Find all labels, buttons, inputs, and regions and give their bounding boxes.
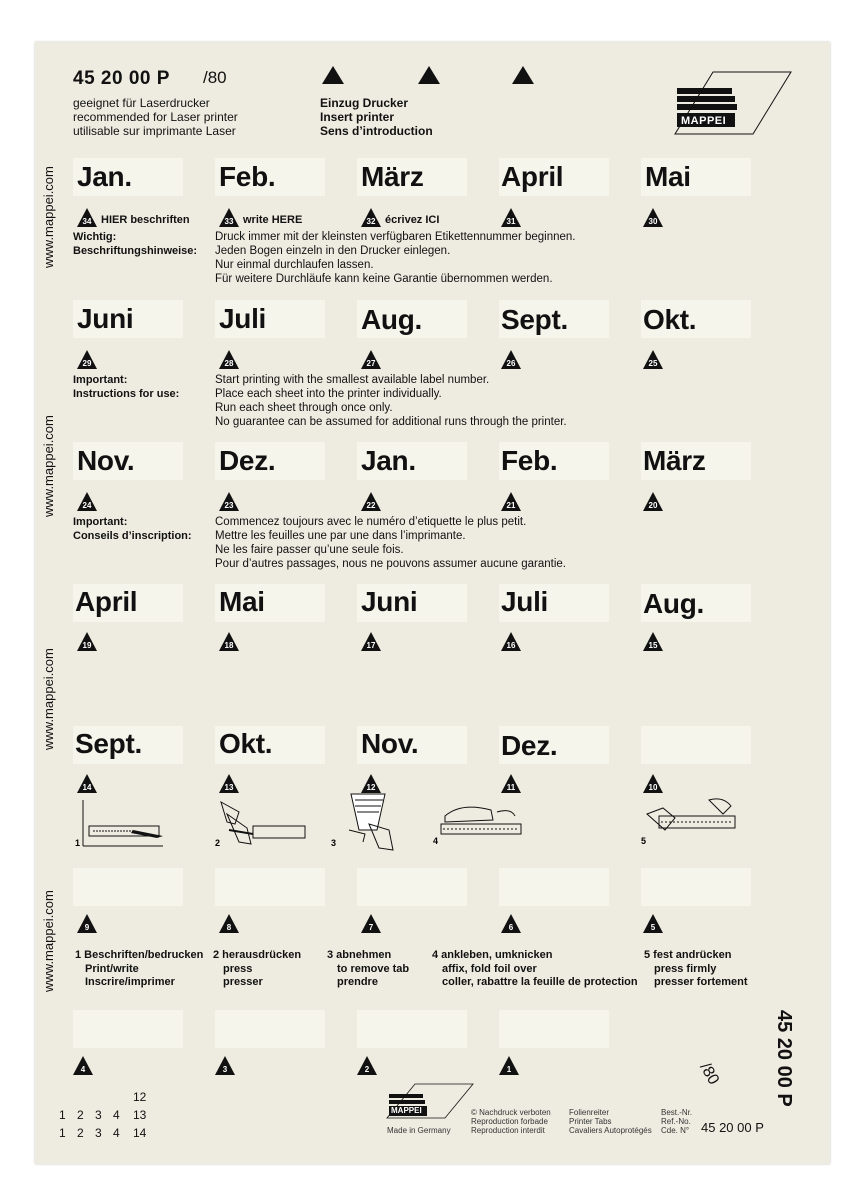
label-number-icon [361, 492, 381, 511]
svg-text:14: 14 [82, 783, 92, 792]
month-label: Nov. [77, 445, 135, 476]
notes-fr-labels: Important: Conseils d’inscription: [73, 516, 192, 542]
month-label: Dez. [501, 730, 558, 761]
month-label: Nov. [361, 728, 419, 759]
side-url-3: www.mappei.com [41, 648, 56, 750]
svg-text:30: 30 [648, 217, 658, 226]
svg-text:17: 17 [366, 641, 376, 650]
month-label: Aug. [361, 304, 423, 335]
rotated-product-code: 45 20 00 P [773, 1010, 795, 1107]
month-label: Jan. [77, 161, 132, 192]
svg-text:23: 23 [224, 501, 234, 510]
svg-text:26: 26 [506, 359, 516, 368]
label-number-icon [643, 208, 663, 227]
label-sheet: 45 20 00 P /80 geeignet für Laserdrucker recommended for Laser printer utilisable sur imprimante Laser Einzug Drucker Insert printer Sens d’introduction MAPPEI www.mappei.com www.mappei.com www.mappei.com www.mappei.com Jan. Feb. März April Mai 34 HIER beschriften 33 write HERE 32 écrivez ICI 31 30 Wichtig: Beschriftungshinweise: Druck immer mit der kleinsten verfügbaren Etikettennummer beginnen. Jeden Bogen einzeln in den Drucker einlegen. Nur einmal durchlaufen lassen. Für weitere Durchläufe kann keine Garantie übernommen werden. Juni Juli Aug. Sept. Okt. 29 28 27 26 25 Important: Instructions for use: Start printing with the smallest available label number. Place each sheet into the printer individually. Run each sheet through once only. No guarantee can be assumed for additional runs through the printer. Nov. Dez. Jan. Feb. März 24 23 22 21 20 Important: Conseils d’inscription: Commencez toujours avec le numéro d’etiquette le plus petit. Mettre les feuilles une par une dans l’imprimante. Ne les faire passer qu’une seule fois. Pour d’autres passages, nous ne pouvons assumer aucune garantie. April Mai Juni Juli Aug. 19 18 17 16 15 Sept. Okt. Nov. Dez. 14 13 12 11 10 1 2 3 4 5 9 8 7 6 5 1 Beschriften/bedrucken Print/write Inscrire/imprimer 2 herausdrücken press presser 3 abnehmen to remove tab prendre 4 ankleben, umknicken affix, fold foil over coller, rabattre la feuille de protection 5 fest andrücken press firmly presser fortement 4 3 2 1 45 20 00 P /80 12 1 2 3 4 13 1 2 3 4 14 MAPPEI Made in Germany © Nachdruck verboten Reproduction forbade Reproduction interdit Folienreiter Printer Tabs Cavaliers Autoprotégés Best.-Nr. Ref.-No. Cde. N° 45 20 00 P [35, 42, 830, 1164]
notes-en-labels: Important: Instructions for use: [73, 374, 180, 400]
month-label: Juli [501, 586, 549, 617]
label-number-icon [643, 492, 663, 511]
label-number-icon [219, 350, 239, 369]
side-url-4: www.mappei.com [41, 890, 56, 992]
step-5-illustration [639, 794, 739, 850]
svg-text:31: 31 [506, 217, 516, 226]
mappei-logo: MAPPEI [673, 68, 793, 143]
svg-text:7: 7 [368, 923, 374, 932]
rotated-sheet-count: /80 [696, 1060, 723, 1088]
step-1-text: 1 Beschriften/bedrucken Print/write Inscrire/imprimer [75, 949, 204, 988]
svg-text:20: 20 [648, 501, 658, 510]
step-3-text: 3 abnehmen to remove tab prendre [327, 949, 410, 988]
svg-text:34: 34 [82, 217, 92, 226]
month-label: Sept. [501, 304, 568, 335]
notes-fr-text: Commencez toujours avec le numéro d’etiquette le plus petit. Mettre les feuilles une par une dans l’imprimante. Ne les faire passer qu’une seule fois. Pour d’autres passages, nous ne pouvons assumer aucune garantie. [215, 516, 566, 570]
month-label: Juli [219, 303, 267, 334]
month-label: Juni [77, 303, 134, 334]
label-number-icon [219, 914, 239, 933]
step-2-text: 2 herausdrücken press presser [213, 949, 302, 988]
product-type-text: Folienreiter Printer Tabs Cavaliers Autoprotégés [569, 1108, 652, 1135]
svg-text:21: 21 [506, 501, 516, 510]
insert-arrow-icons [322, 66, 542, 86]
side-url-2: www.mappei.com [41, 415, 56, 517]
svg-text:22: 22 [366, 501, 376, 510]
label-number-icon [643, 632, 663, 651]
label-number-icon [501, 208, 521, 227]
svg-text:3: 3 [331, 838, 337, 848]
month-label: Mai [645, 161, 691, 192]
svg-text:2: 2 [215, 838, 221, 848]
label-number-icon [361, 208, 381, 227]
svg-text:5: 5 [641, 836, 647, 846]
step-4-text: 4 ankleben, umknicken affix, fold foil over coller, rabattre la feuille de protection [432, 949, 638, 988]
month-label: Feb. [219, 161, 276, 192]
side-url-1: www.mappei.com [41, 166, 56, 268]
svg-text:3: 3 [222, 1065, 228, 1074]
svg-text:24: 24 [82, 501, 92, 510]
svg-text:32: 32 [366, 217, 376, 226]
step-1-illustration [73, 798, 173, 850]
label-number-icon [643, 774, 663, 793]
svg-text:27: 27 [366, 359, 376, 368]
reference-labels: Best.-Nr. Ref.-No. Cde. N° [661, 1108, 693, 1135]
month-label: März [361, 161, 424, 192]
sheet-count: /80 [203, 68, 227, 87]
svg-text:12: 12 [366, 783, 376, 792]
svg-text:1: 1 [506, 1065, 512, 1074]
svg-text:13: 13 [224, 783, 234, 792]
label-number-icon [501, 632, 521, 651]
label-number-icon [73, 1056, 93, 1075]
label-number-icon [643, 914, 663, 933]
month-label: Okt. [219, 728, 273, 759]
write-here-label: écrivez ICI [385, 214, 440, 226]
copyright-text: © Nachdruck verboten Reproduction forbade Reproduction interdit [471, 1108, 551, 1135]
label-number-icon [219, 208, 239, 227]
label-number-icon [361, 632, 381, 651]
label-number-icon [501, 774, 521, 793]
step-5-text: 5 fest andrücken press firmly presser fortement [644, 949, 748, 988]
month-label: Sept. [75, 728, 142, 759]
svg-text:29: 29 [82, 359, 92, 368]
label-number-icon [219, 492, 239, 511]
month-label: Aug. [643, 588, 705, 619]
suitability-text: geeignet für Laserdrucker recommended for Laser printer utilisable sur imprimante Laser [73, 96, 238, 138]
write-here-label: HIER beschriften [101, 214, 190, 226]
footer-mappei-logo: MAPPEI [385, 1082, 475, 1125]
step-2-illustration [213, 794, 313, 850]
notes-de-labels: Wichtig: Beschriftungshinweise: [73, 231, 198, 257]
month-label: April [501, 161, 564, 192]
svg-text:4: 4 [80, 1065, 86, 1074]
notes-de-text: Druck immer mit der kleinsten verfügbaren Etikettennummer beginnen. Jeden Bogen einzeln in den Drucker einlegen. Nur einmal durchlaufen lassen. Für weitere Durchläufe kann keine Garantie übernommen werden. [215, 231, 576, 285]
svg-text:5: 5 [650, 923, 656, 932]
svg-text:16: 16 [506, 641, 516, 650]
svg-text:25: 25 [648, 359, 658, 368]
write-here-label: write HERE [243, 214, 303, 226]
label-number-icon [77, 350, 97, 369]
svg-text:10: 10 [648, 783, 658, 792]
label-number-icon [77, 632, 97, 651]
svg-text:2: 2 [364, 1065, 370, 1074]
notes-en-text: Start printing with the smallest available label number. Place each sheet into the printer individually. Run each sheet through once only. No guarantee can be assumed for additional runs through the printer. [215, 374, 567, 428]
made-in-germany: Made in Germany [387, 1126, 451, 1135]
month-label: Mai [219, 586, 265, 617]
svg-text:9: 9 [84, 923, 90, 932]
label-number-icon [77, 208, 97, 227]
label-number-icon [215, 1056, 235, 1075]
svg-text:15: 15 [648, 641, 658, 650]
svg-text:18: 18 [224, 641, 234, 650]
label-number-icon [361, 350, 381, 369]
step-4-illustration [431, 794, 531, 850]
insert-direction-text: Einzug Drucker Insert printer Sens d’introduction [320, 96, 433, 138]
label-number-icon [501, 350, 521, 369]
month-label: Okt. [643, 304, 697, 335]
label-number-icon [357, 1056, 377, 1075]
month-label: Jan. [361, 445, 416, 476]
label-number-icon [643, 350, 663, 369]
label-number-icon [361, 914, 381, 933]
month-label: Juni [361, 586, 418, 617]
label-number-icon [501, 914, 521, 933]
month-label: Feb. [501, 445, 558, 476]
month-label: März [643, 445, 706, 476]
svg-text:28: 28 [224, 359, 234, 368]
step-3-illustration [329, 790, 419, 854]
label-number-icon [499, 1056, 519, 1075]
svg-text:19: 19 [82, 641, 92, 650]
month-label: Dez. [219, 445, 276, 476]
label-number-icon [77, 774, 97, 793]
svg-text:33: 33 [224, 217, 234, 226]
footer-product-code: 45 20 00 P [701, 1120, 764, 1135]
svg-text:4: 4 [433, 836, 439, 846]
svg-text:11: 11 [506, 783, 516, 792]
label-number-icon [219, 632, 239, 651]
label-number-icon [77, 492, 97, 511]
label-number-icon [77, 914, 97, 933]
product-number: 45 20 00 P [73, 68, 170, 89]
month-label: April [75, 586, 138, 617]
svg-text:6: 6 [508, 923, 514, 932]
label-number-icon [219, 774, 239, 793]
svg-text:8: 8 [226, 923, 232, 932]
svg-text:1: 1 [75, 838, 81, 848]
label-number-icon [501, 492, 521, 511]
